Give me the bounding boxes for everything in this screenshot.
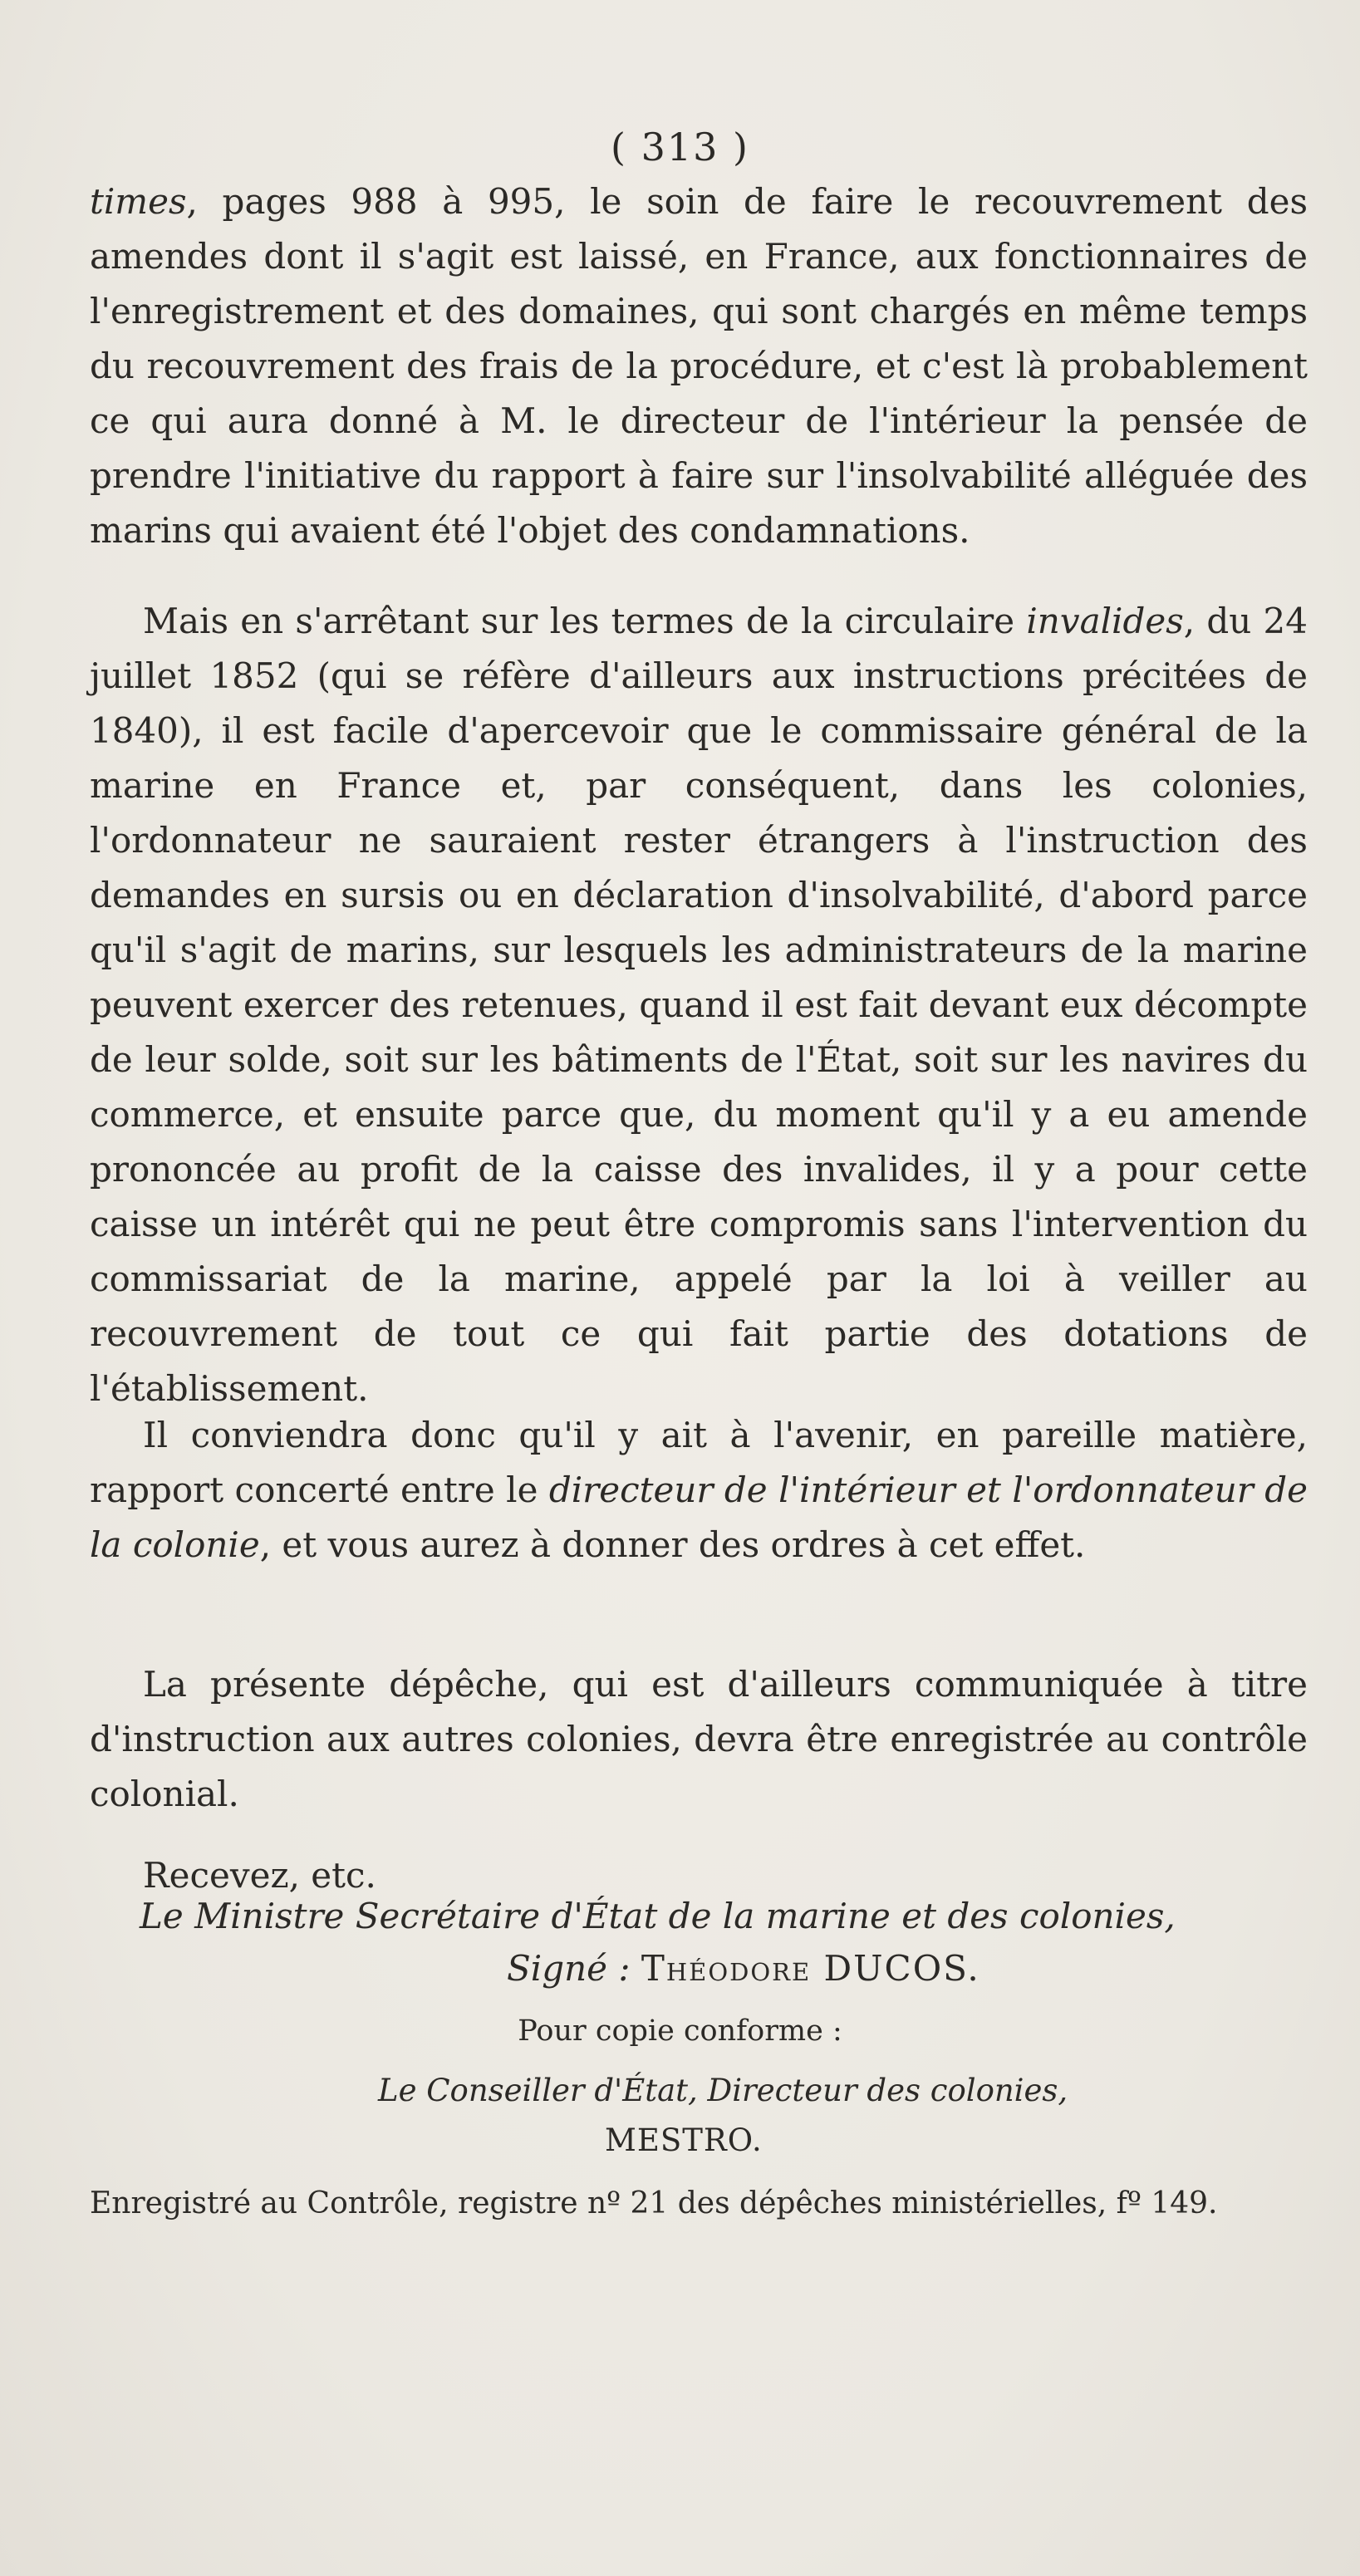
paragraph-4 bbox=[90, 1657, 1308, 1822]
paragraph-2-italic: invalides bbox=[1026, 601, 1184, 641]
paragraph-2-after: , du 24 juillet 1852 (qui se réfère d'ailleurs aux instructions précitées de 1840), il est facile d'apercevoir que le commissaire général de la marine en France et, par conséquent, dans les colonies, l'ordonnateur ne sauraient rester étrangers à l'instruction des demandes en sursis ou en déclaration d'insolvabilité, d'abord parce qu'il s'agit de marins, sur lesquels les administrateurs de la marine peuvent exercer des retenues, quand il est fait devant eux décompte de leur solde, soit sur les bâtiments de l'État, soit sur les navires du commerce, et ensuite parce que, du moment qu'il y a eu amende prononcée au profit de la caisse des invalides, il y a pour cette caisse un intérêt qui ne peut être compromis sans l'intervention du commissariat de la marine, appelé par la loi à veiller au recouvrement de tout ce qui fait partie des dotations de l'établissement. bbox=[90, 601, 1308, 1409]
mestro-signature: MESTRO. bbox=[605, 2122, 763, 2158]
page-number: ( 313 ) bbox=[611, 125, 749, 169]
paragraph-3-before: Il conviendra donc qu'il y ait à l'avenir, en pareille matière, rapport concerté entre le bbox=[90, 1415, 1308, 1510]
paragraph-1-text: , pages 988 à 995, le soin de faire le recouvrement des amendes dont il s'agit est laissé, en France, aux fonctionnaires de l'enregistrement et des domaines, qui sont chargés en même temps du recouvrement des frais de la procédure, et c'est là probablement ce qui aura donné à M. le directeur de l'intérieur la pensée de prendre l'initiative du rapport à faire sur l'insolvabilité alléguée des marins qui avaient été l'objet des condamnations. bbox=[90, 181, 1308, 551]
paragraph-3-after: , et vous aurez à donner des ordres à cet effet. bbox=[259, 1524, 1086, 1565]
conseiller-title: Le Conseiller d'État, Directeur des colonies, bbox=[378, 2073, 1068, 2108]
paragraph-1-italic-start: times bbox=[90, 181, 187, 222]
paragraph-3-italic: directeur de l'intérieur et l'ordonnateur de la colonie bbox=[90, 1470, 1308, 1565]
paragraph-2 bbox=[90, 594, 1308, 1416]
registration-note: Enregistré au Contrôle, registre nº 21 des dépêches ministérielles, fº 149. bbox=[90, 2186, 1218, 2220]
minister-title: Le Ministre Secrétaire d'État de la marine et des colonies, bbox=[140, 1896, 1176, 1936]
signe-label: Signé : bbox=[507, 1948, 631, 1989]
signature-line bbox=[507, 1948, 980, 1989]
paragraph-4-text: La présente dépêche, qui est d'ailleurs communiquée à titre d'instruction aux autres colonies, devra être enregistrée au contrôle colonial. bbox=[90, 1664, 1308, 1814]
signe-name: Théodore DUCOS. bbox=[641, 1948, 980, 1989]
paragraph-2-before: Mais en s'arrêtant sur les termes de la circulaire bbox=[143, 601, 1027, 641]
paragraph-3 bbox=[90, 1408, 1308, 1573]
paragraph-5-text: Recevez, etc. bbox=[143, 1855, 376, 1896]
paragraph-1 bbox=[90, 174, 1308, 558]
copy-conforme: Pour copie conforme : bbox=[518, 2014, 842, 2048]
